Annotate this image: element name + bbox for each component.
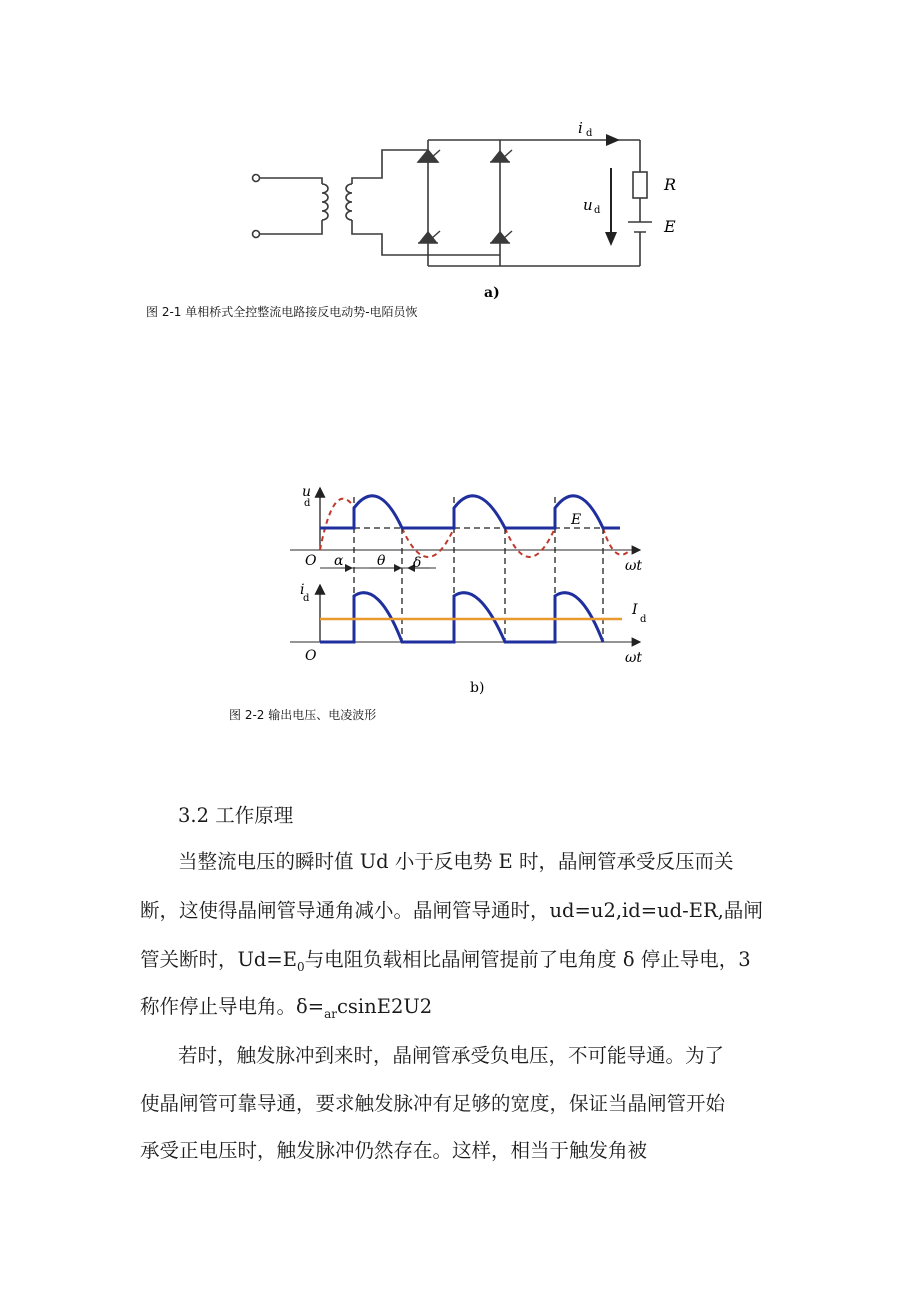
figure1-caption: 图 2-1 单相桥式全控整流电路接反电动势-电陌员恢	[146, 305, 418, 319]
emf-label: E	[664, 217, 676, 236]
id-label: i	[300, 582, 305, 598]
paragraph-2-line-3: 承受正电压时，触发脉冲仍然存在。这样，相当于触发角被	[140, 1139, 648, 1162]
primary-coil	[322, 184, 328, 220]
line-4-text-b: csinE2U2	[336, 995, 433, 1018]
alpha-label: α	[334, 553, 344, 569]
line-3-text-a: 管关断时，Ud=E	[140, 948, 297, 971]
id-average-label-sub: d	[640, 614, 647, 625]
emf-source	[628, 222, 652, 232]
emf-level-label: E	[571, 512, 582, 528]
ud-label: u	[302, 484, 312, 500]
paragraph-2-line-2: 使晶闸管可靠导通，要求触发脉冲有足够的宽度，保证当晶闸管开始	[140, 1092, 726, 1115]
omega-t-label-top: ωt	[625, 558, 643, 574]
current-label-sub: d	[586, 128, 593, 139]
circuit-diagram	[0, 0, 920, 330]
secondary-coil	[346, 184, 352, 220]
id-waveform	[320, 593, 603, 642]
thyristor-top-right	[490, 150, 512, 162]
line-3-text-b: 与电阻负载相比晶闸管提前了电角度 δ 停止导电，3	[304, 948, 751, 971]
paragraph-1-line-2: 断，这使得晶闸管导通角减小。晶闸管导通时，ud=u2,id=ud-ER,晶闸	[140, 899, 763, 922]
origin-label-top: O	[305, 553, 317, 569]
line-4-subscript: ar	[324, 1006, 337, 1021]
omega-t-label-bottom: ωt	[625, 650, 643, 666]
resistor	[633, 172, 647, 198]
line-4-text-a: 称作停止导电角。δ=	[140, 995, 325, 1018]
origin-label-bottom: O	[305, 648, 317, 664]
figure2-caption: 图 2-2 输出电压、电凌波形	[229, 708, 377, 722]
thyristor-top-left	[418, 150, 440, 162]
section-heading: 3.2 工作原理	[178, 804, 294, 827]
paragraph-1-line-4	[140, 991, 432, 1021]
id-average-label: I	[632, 602, 638, 618]
delta-label: δ	[413, 555, 422, 571]
voltage-label: u	[583, 196, 593, 214]
figure2-sublabel: b)	[470, 680, 485, 696]
theta-label: θ	[377, 553, 386, 569]
id-label-sub: d	[303, 593, 310, 604]
waveform-chart	[0, 470, 920, 700]
input-terminal-bottom	[253, 231, 260, 238]
ud-label-sub: d	[304, 498, 311, 509]
paragraph-1-line-1: 当整流电压的瞬时值 Ud 小于反电势 E 时，晶闸管承受反压而关	[178, 850, 734, 873]
resistor-label: R	[664, 175, 677, 194]
paragraph-1-line-3	[140, 944, 751, 974]
current-label: i	[578, 119, 583, 137]
voltage-arrow-head	[605, 232, 617, 246]
line-3-subscript: 0	[297, 959, 305, 974]
figure1-sublabel: a)	[484, 285, 500, 301]
paragraph-2-line-1: 若时，触发脉冲到来时，晶闸管承受负电压，不可能导通。为了	[178, 1044, 725, 1067]
current-arrow	[606, 134, 620, 146]
primary-lead	[260, 178, 322, 234]
thyristor-bottom-left	[418, 231, 440, 243]
input-terminal-top	[253, 175, 260, 182]
thyristor-bottom-right	[490, 231, 512, 243]
voltage-label-sub: d	[594, 205, 601, 216]
